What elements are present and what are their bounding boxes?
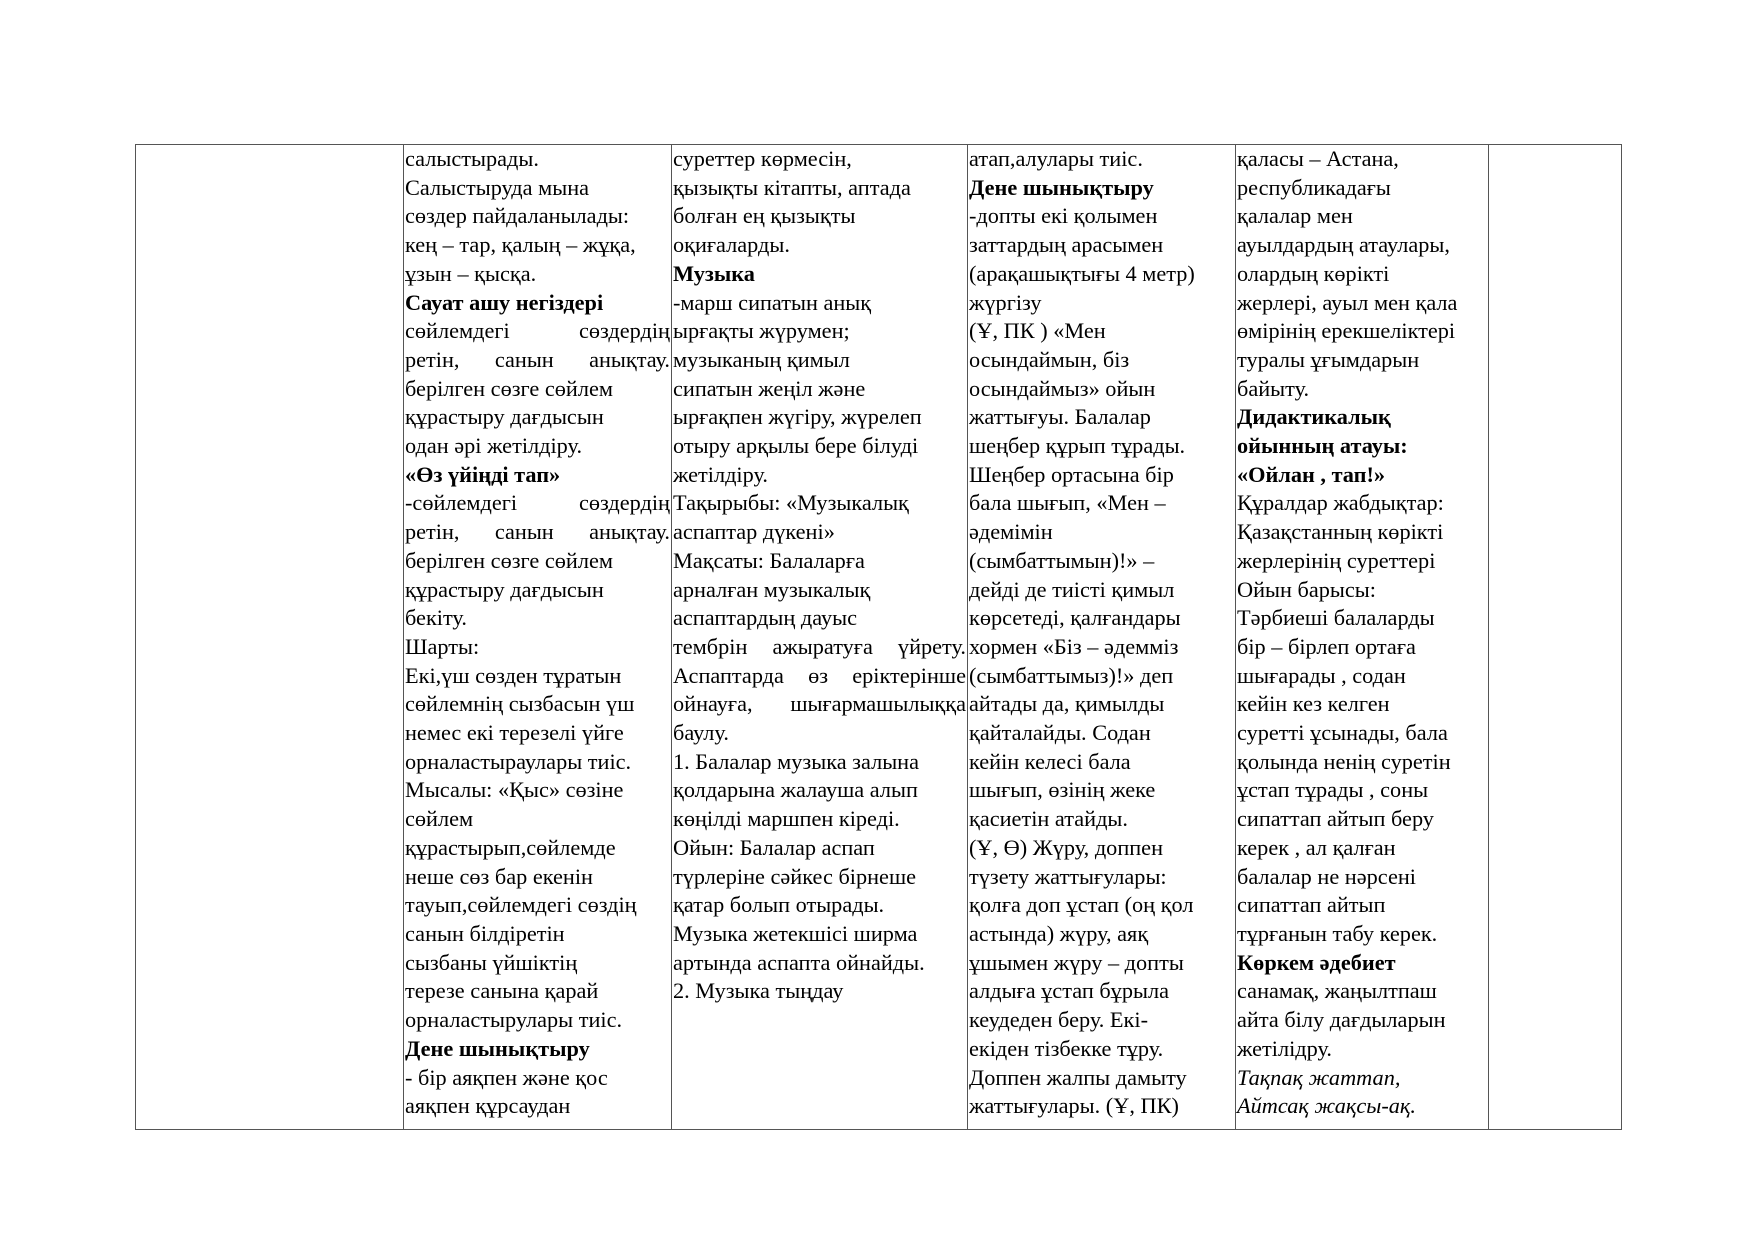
text-line: жетілдіру.	[673, 461, 768, 487]
text-line: сөйлемдегі сөздердің	[405, 318, 670, 344]
text-line: Мысалы: «Қыс» сөзіне	[405, 777, 624, 803]
text-line: Салыстыруда мына	[405, 174, 590, 200]
text-line: көңілді маршпен кіреді.	[673, 806, 900, 832]
text-line: баулу.	[673, 720, 729, 746]
text-line: отыру арқылы бере білуді	[673, 433, 919, 459]
text-line: екіден тізбекке тұру.	[969, 1035, 1164, 1061]
text-line: астында) жүру, аяқ	[969, 920, 1149, 946]
text-line: көрсетеді, қалғандары	[969, 605, 1181, 631]
text-line: (сымбаттымыз)!» деп	[969, 662, 1174, 688]
text-line: балалар не нәрсені	[1237, 863, 1416, 889]
text-line: бір – бірлеп ортаға	[1237, 633, 1416, 659]
text-line: ұзын – қысқа.	[405, 260, 537, 286]
text-line: немес екі терезелі үйге	[405, 720, 624, 746]
text-line: неше сөз бар екенін	[405, 863, 593, 889]
text-line: сөздер пайдаланылады:	[405, 203, 630, 229]
text-line: Шарты:	[405, 633, 480, 659]
text-line: ырғақты жүрумен;	[673, 318, 850, 344]
text-line: 2. Музыка тыңдау	[673, 978, 844, 1004]
text-line: сипаттап айтып беру	[1237, 806, 1434, 832]
text-line: болған ең қызықты	[673, 203, 856, 229]
text-line: қатар болып отырады.	[673, 892, 885, 918]
text-line: сөйлем	[405, 806, 474, 832]
text-line: құрастыру дағдысын	[405, 576, 604, 602]
text-line: ретін, санын анықтау.	[405, 519, 670, 545]
text-line: қаласы – Астана,	[1237, 146, 1399, 171]
text-line: Музыка жетекшісі ширма	[673, 920, 918, 946]
text-line: керек , ал қалған	[1237, 834, 1396, 860]
text-line: алдыға ұстап бұрыла	[969, 978, 1169, 1004]
text-line: жерлері, ауыл мен қала	[1237, 289, 1458, 315]
text-line: «Ойлан , тап!»	[1237, 461, 1386, 487]
text-line: Ойын: Балалар аспап	[673, 834, 875, 860]
cell-col5	[1236, 145, 1489, 1130]
cell-col3	[672, 145, 968, 1130]
text-line: суретті ұсынады, бала	[1237, 720, 1448, 746]
text-line: хормен «Біз – әдемміз	[969, 633, 1179, 659]
text-line: аспаптар дүкені»	[673, 519, 835, 545]
text-line: шығарады , содан	[1237, 662, 1406, 688]
text-line: Дене шынықтыру	[969, 174, 1154, 200]
text-line: ойынның атауы:	[1237, 433, 1408, 459]
text-line: аспаптардың дауыс	[673, 605, 857, 631]
text-line: Екі,үш сөзден тұратын	[405, 662, 622, 688]
text-line: -сөйлемдегі сөздердің	[405, 490, 670, 516]
text-line: Музыка	[673, 260, 755, 286]
text-line: Аспаптарда өз еріктерінше	[673, 662, 966, 688]
text-line: тұрғанын табу керек.	[1237, 920, 1438, 946]
text-line: суреттер көрмесін,	[673, 146, 852, 171]
text-line: (арақашықтығы 4 метр)	[969, 260, 1195, 286]
text-line: орналастыраулары тиіс.	[405, 748, 632, 774]
text-line: санын білдіретін	[405, 920, 565, 946]
text-line: сөйлемнің сызбасын үш	[405, 691, 635, 717]
text-line: Қазақстанның көрікті	[1237, 519, 1444, 545]
text-line: Ойын барысы:	[1237, 576, 1376, 602]
text-line: терезе санына қарай	[405, 978, 599, 1004]
text-line: бала шығып, «Мен –	[969, 490, 1166, 516]
text-line: республикадағы	[1237, 174, 1391, 200]
text-line: ұшымен жүру – допты	[969, 949, 1184, 975]
text-line: - бір аяқпен және қос	[405, 1064, 608, 1090]
text-line: Айтсақ жақсы-ақ.	[1237, 1093, 1416, 1119]
text-line: осындаймын, біз	[969, 346, 1130, 372]
text-line: қасиетін атайды.	[969, 806, 1128, 832]
text-line: байыту.	[1237, 375, 1310, 401]
cell-notes	[1489, 145, 1622, 1130]
text-line: Дене шынықтыру	[405, 1035, 590, 1061]
text-line: кең – тар, қалың – жұқа,	[405, 232, 636, 258]
text-line: берілген сөзге сөйлем	[405, 375, 613, 401]
text-line: қайталайды. Содан	[969, 720, 1151, 746]
text-line: бекіту.	[405, 605, 467, 631]
text-line: әдемімін	[969, 519, 1053, 545]
text-line: қалалар мен	[1237, 203, 1353, 229]
cell-day-label	[136, 145, 404, 1130]
table-row	[136, 145, 1622, 1130]
text-line: кейін кез келген	[1237, 691, 1390, 717]
text-line: (сымбаттымын)!» –	[969, 547, 1155, 573]
text-line: сызбаны үйшіктің	[405, 949, 578, 975]
text-line: тембрін ажыратуға үйрету.	[673, 633, 966, 659]
text-line: -марш сипатын анық	[673, 289, 872, 315]
text-line: сипатын жеңіл және	[673, 375, 866, 401]
text-line: сипаттап айтып	[1237, 892, 1386, 918]
text-line: орналастырулары тиіс.	[405, 1007, 623, 1033]
text-line: (Ұ, Ө) Жүру, доппен	[969, 834, 1164, 860]
text-line: кейін келесі бала	[969, 748, 1131, 774]
text-line: Тақырыбы: «Музыкалық	[673, 490, 909, 516]
text-line: жетілідру.	[1237, 1035, 1332, 1061]
text-line: дейді де тиісті қимыл	[969, 576, 1175, 602]
text-line: оқиғаларды.	[673, 232, 790, 258]
lesson-plan-table	[135, 144, 1622, 1130]
cell-col2	[404, 145, 672, 1130]
text-line: жаттығулары. (Ұ, ПК)	[969, 1093, 1179, 1119]
text-line: аяқпен құрсаудан	[405, 1093, 571, 1119]
text-line: берілген сөзге сөйлем	[405, 547, 613, 573]
text-line: жүргізу	[969, 289, 1042, 315]
text-line: жаттығуы. Балалар	[969, 404, 1151, 430]
text-line: ретін, санын анықтау.	[405, 346, 670, 372]
text-line: 1. Балалар музыка залына	[673, 748, 920, 774]
text-line: салыстырады.	[405, 146, 539, 171]
text-line: тауып,сөйлемдегі сөздің	[405, 892, 637, 918]
text-line: музыканың қимыл	[673, 346, 850, 372]
text-line: ырғақпен жүгіру, жүрелеп	[673, 404, 922, 430]
text-line: жерлерінің суреттері	[1237, 547, 1436, 573]
text-line: Сауат ашу негіздері	[405, 289, 604, 315]
text-line: өмірінің ерекшеліктері	[1237, 318, 1456, 344]
text-line: Құралдар жабдықтар:	[1237, 490, 1444, 516]
text-line: түзету жаттығулары:	[969, 863, 1167, 889]
text-line: Доппен жалпы дамыту	[969, 1064, 1187, 1090]
text-line: атап,алулары тиіс.	[969, 146, 1143, 171]
text-line: қолға доп ұстап (оң қол	[969, 892, 1194, 918]
text-line: «Өз үйіңді тап»	[405, 461, 561, 487]
text-line: арналған музыкалық	[673, 576, 871, 602]
text-line: Тақпақ жаттап,	[1237, 1064, 1401, 1090]
text-line: айтады да, қимылды	[969, 691, 1165, 717]
text-line: құрастыру дағдысын	[405, 404, 604, 430]
text-line: шығып, өзінің жеке	[969, 777, 1156, 803]
text-line: Шеңбер ортасына бір	[969, 461, 1174, 487]
text-line: айта білу дағдыларын	[1237, 1007, 1446, 1033]
text-line: Дидактикалық	[1237, 404, 1391, 430]
text-line: -допты екі қолымен	[969, 203, 1158, 229]
text-line: заттардың арасымен	[969, 232, 1164, 258]
text-line: ойнауға, шығармашылыққа	[673, 691, 966, 717]
text-line: Мақсаты: Балаларға	[673, 547, 865, 573]
text-line: туралы ұғымдарын	[1237, 346, 1420, 372]
text-line: құрастырып,сөйлемде	[405, 834, 616, 860]
text-line: ұстап тұрады , соны	[1237, 777, 1429, 803]
text-line: олардың көрікті	[1237, 260, 1390, 286]
text-line: артында аспапта ойнайды.	[673, 949, 925, 975]
text-line: Тәрбиеші балаларды	[1237, 605, 1435, 631]
text-line: (Ұ, ПК ) «Мен	[969, 318, 1106, 344]
text-line: осындаймыз» ойын	[969, 375, 1156, 401]
text-line: шеңбер құрып тұрады.	[969, 433, 1186, 459]
cell-col4	[968, 145, 1236, 1130]
text-line: санамақ, жаңылтпаш	[1237, 978, 1437, 1004]
text-line: қызықты кітапты, аптада	[673, 174, 911, 200]
text-line: одан әрі жетілдіру.	[405, 433, 583, 459]
text-line: Көркем әдебиет	[1237, 949, 1396, 975]
text-line: кеудеден беру. Екі-	[969, 1007, 1148, 1033]
text-line: түрлеріне сәйкес бірнеше	[673, 863, 917, 889]
text-line: қолдарына жалауша алып	[673, 777, 918, 803]
text-line: ауылдардың атаулары,	[1237, 232, 1450, 258]
text-line: қолында ненің суретін	[1237, 748, 1451, 774]
